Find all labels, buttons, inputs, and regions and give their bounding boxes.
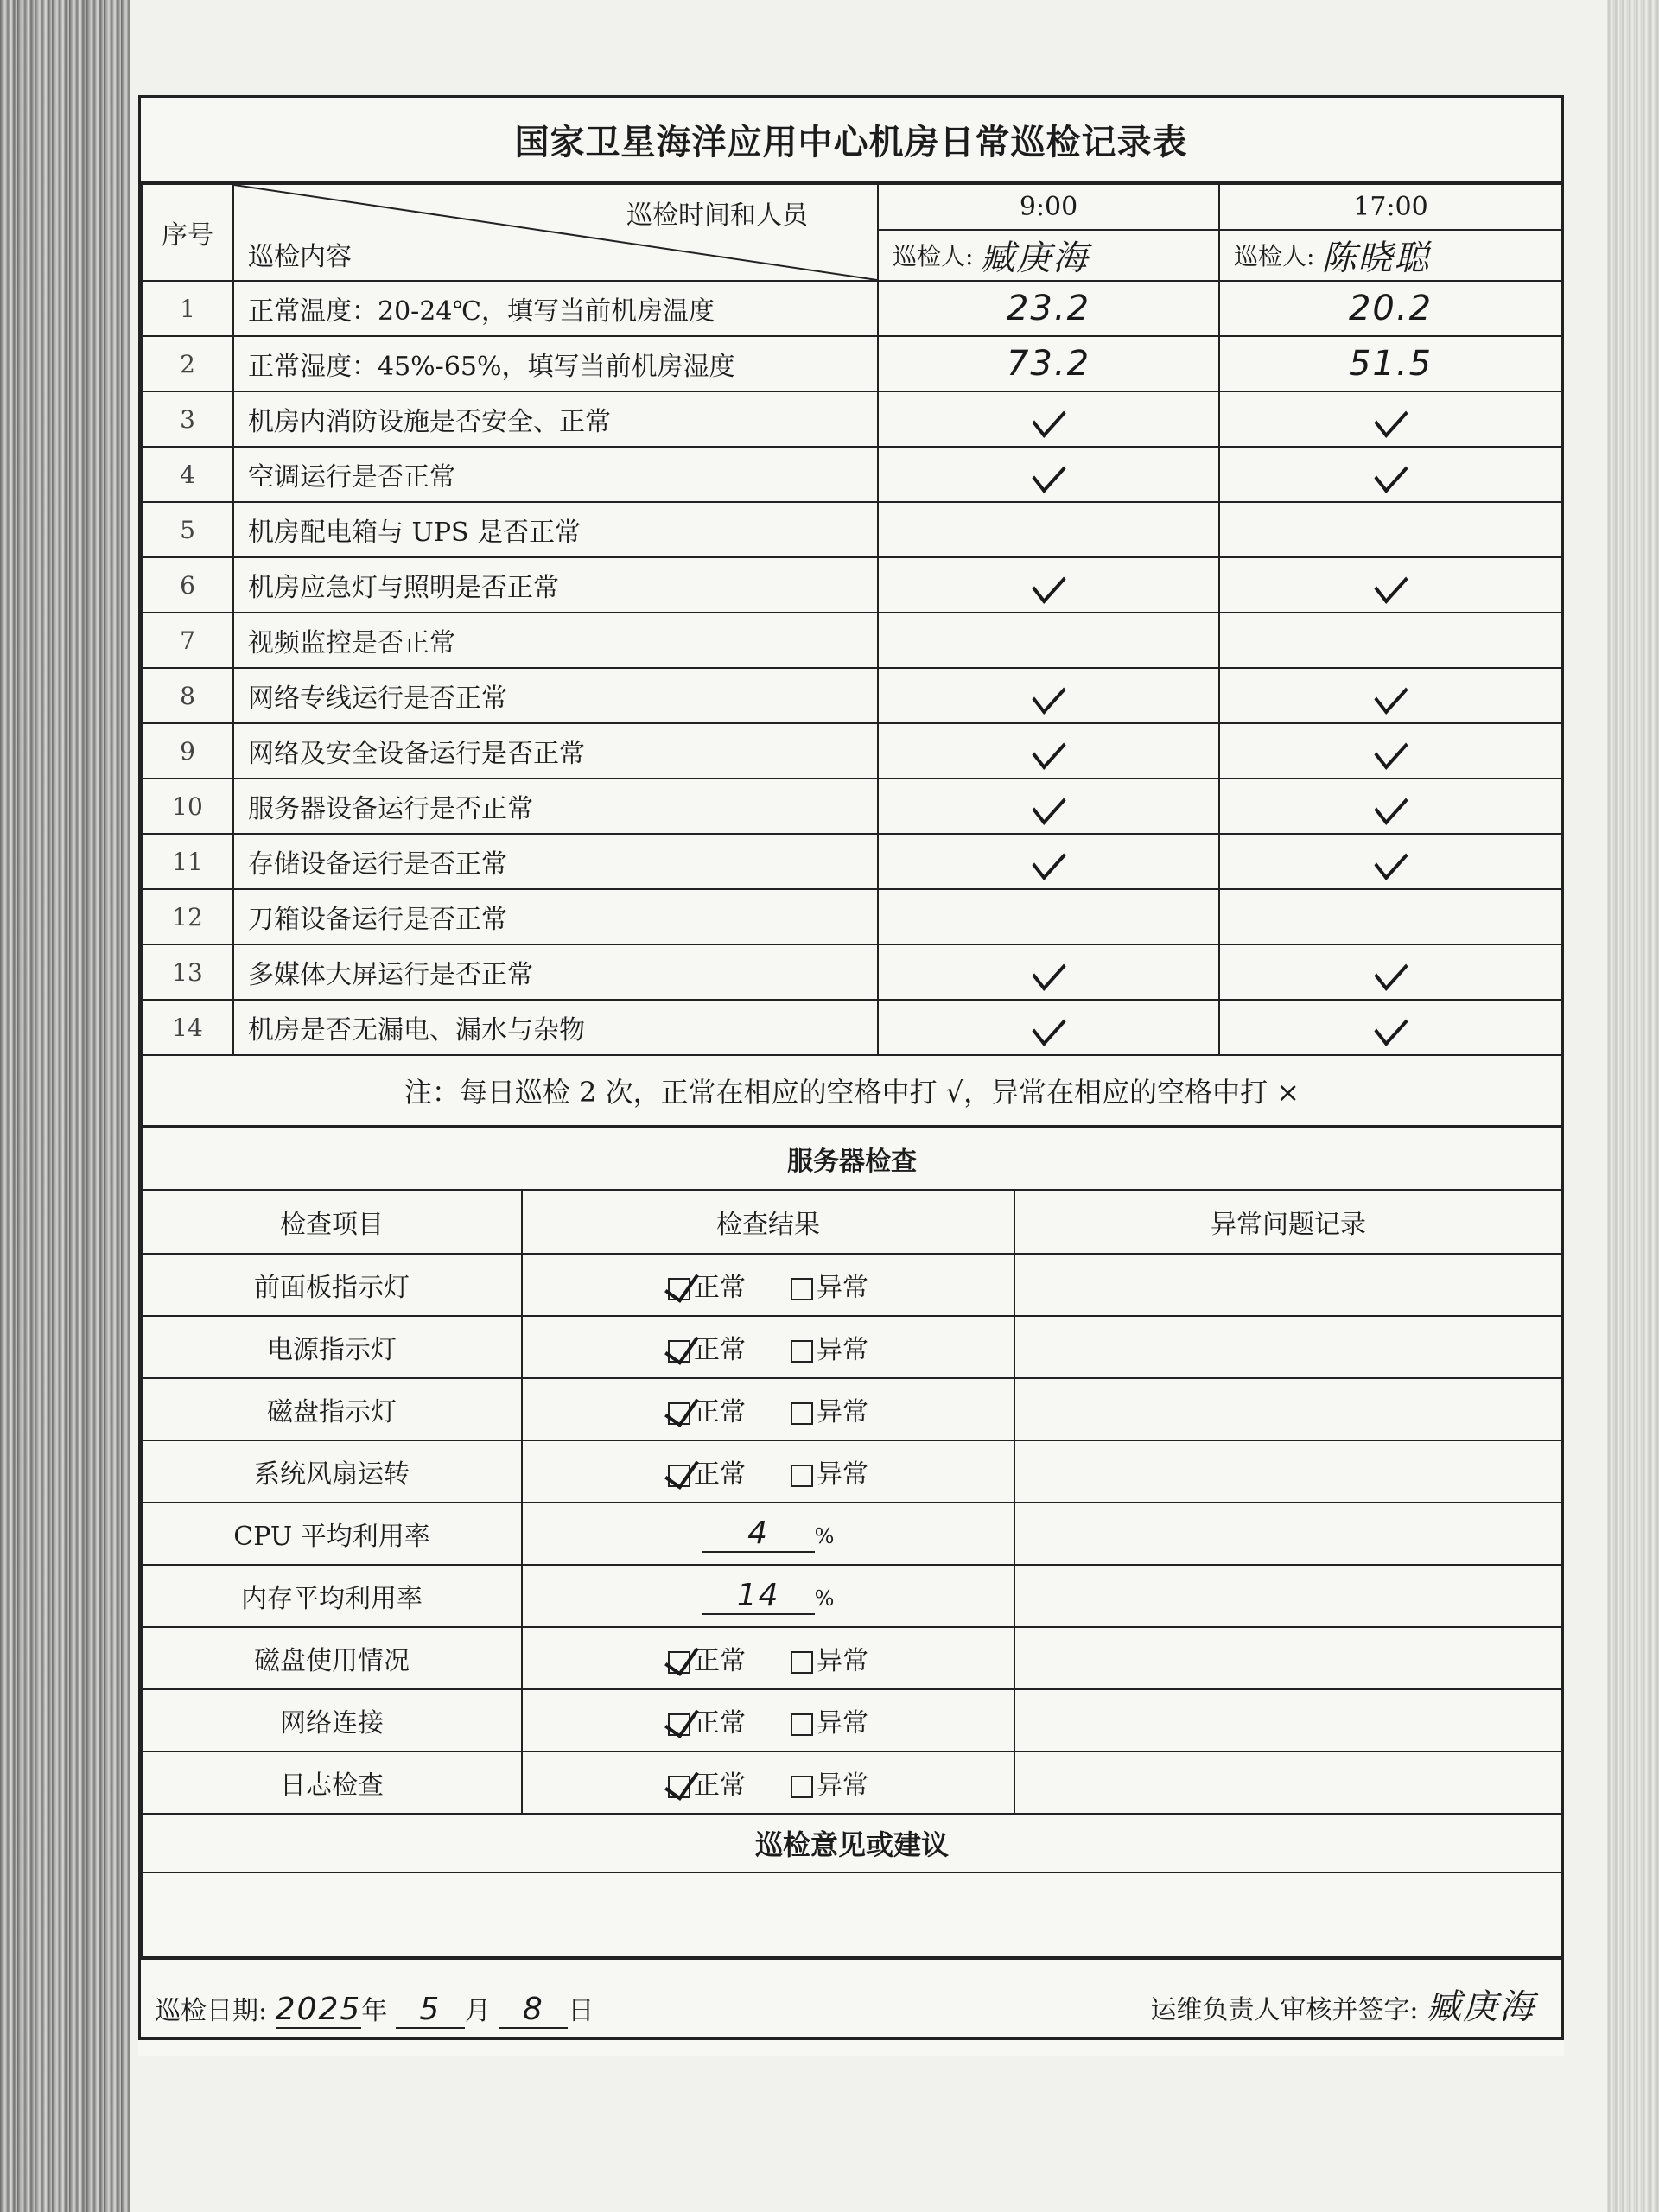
- evening-result[interactable]: [1219, 944, 1562, 1000]
- year-unit: 年: [361, 1996, 388, 2026]
- percent-unit: %: [814, 1523, 835, 1548]
- morning-result[interactable]: [878, 723, 1219, 779]
- server-section-title: 服务器检查: [142, 1128, 1562, 1190]
- evening-result[interactable]: [1219, 613, 1562, 668]
- server-row: [142, 1440, 1562, 1503]
- check-item: CPU 平均利用率: [142, 1503, 522, 1565]
- checklist-row: [142, 557, 1562, 613]
- normal-checkbox[interactable]: [668, 1639, 746, 1677]
- server-row: [142, 1378, 1562, 1440]
- percent-unit: %: [814, 1586, 835, 1611]
- check-item: 电源指示灯: [142, 1316, 522, 1378]
- checklist-row: [142, 944, 1562, 1000]
- row-number: 7: [142, 613, 233, 668]
- issue-record[interactable]: [1014, 1254, 1562, 1316]
- morning-result[interactable]: [878, 944, 1219, 1000]
- checkbox-icon: [791, 1776, 813, 1798]
- row-number: 1: [142, 281, 233, 336]
- usage-value[interactable]: 4: [702, 1516, 815, 1553]
- col-result: 检查结果: [522, 1190, 1014, 1254]
- inspection-form: [138, 95, 1564, 2040]
- row-number: 4: [142, 447, 233, 502]
- server-row: [142, 1316, 1562, 1378]
- server-body: [142, 1254, 1562, 1814]
- checkbox-icon: [668, 1402, 690, 1425]
- checkbox-icon: [791, 1278, 813, 1300]
- time-evening: 17:00: [1220, 186, 1561, 231]
- check-item: 日志检查: [142, 1751, 522, 1814]
- content-label: 巡检内容: [248, 242, 352, 272]
- col-issue: 异常问题记录: [1014, 1190, 1562, 1254]
- check-item: 系统风扇运转: [142, 1440, 522, 1503]
- row-content: 机房配电箱与 UPS 是否正常: [233, 502, 878, 557]
- check-item: 前面板指示灯: [142, 1254, 522, 1316]
- issue-record[interactable]: [1014, 1440, 1562, 1503]
- inspection-date: [155, 1989, 594, 2029]
- checkbox-icon: [791, 1465, 813, 1487]
- date-label: 巡检日期:: [155, 1996, 268, 2026]
- col-item: 检查项目: [142, 1190, 522, 1254]
- row-content: 空调运行是否正常: [233, 447, 878, 502]
- check-result: [522, 1440, 1014, 1503]
- check-mark-icon: [1032, 785, 1065, 825]
- morning-result[interactable]: [878, 447, 1219, 502]
- checklist-row: [142, 834, 1562, 889]
- check-result: [522, 1503, 1014, 1565]
- diagonal-header: [233, 184, 878, 281]
- handwritten-value: 73.2: [1006, 344, 1091, 384]
- checkbox-label: 异常: [817, 1459, 868, 1490]
- issue-record[interactable]: [1014, 1565, 1562, 1627]
- server-row: [142, 1751, 1562, 1814]
- check-item: 网络连接: [142, 1689, 522, 1751]
- row-content: 视频监控是否正常: [233, 613, 878, 668]
- inspector-morning-signature: 臧庚海: [980, 238, 1090, 278]
- checklist-row: [142, 281, 1562, 336]
- checklist-body: [142, 281, 1562, 1055]
- evening-result[interactable]: [1219, 723, 1562, 779]
- date-day: 8: [499, 1992, 568, 2029]
- row-content: 正常温度：20-24℃，填写当前机房温度: [233, 281, 878, 336]
- checkbox-icon: [668, 1776, 690, 1798]
- month-unit: 月: [464, 1996, 491, 2026]
- row-content: 正常湿度：45%-65%，填写当前机房湿度: [233, 336, 878, 391]
- date-month: 5: [396, 1992, 465, 2029]
- date-year: 2025: [275, 1992, 362, 2027]
- row-number: 5: [142, 502, 233, 557]
- evening-result[interactable]: [1219, 557, 1562, 613]
- checklist-row: [142, 502, 1562, 557]
- morning-result[interactable]: [878, 1000, 1219, 1055]
- check-mark-icon: [1032, 398, 1065, 438]
- inspector-label: 巡检人:: [1234, 242, 1315, 270]
- note-text: 注：每日巡检 2 次，正常在相应的空格中打 √，异常在相应的空格中打 ×: [142, 1055, 1562, 1126]
- checklist-row: [142, 1000, 1562, 1055]
- check-mark-icon: [1032, 951, 1065, 991]
- row-number: 10: [142, 779, 233, 834]
- check-item: 磁盘使用情况: [142, 1627, 522, 1689]
- check-mark-icon: [1032, 841, 1065, 880]
- inspector-morning-cell: [879, 231, 1218, 279]
- checkbox-label: 正常: [694, 1335, 746, 1365]
- inspector-evening-cell: [1220, 231, 1561, 279]
- row-content: 网络专线运行是否正常: [233, 668, 878, 723]
- row-number: 11: [142, 834, 233, 889]
- issue-record[interactable]: [1014, 1751, 1562, 1814]
- checklist-row: [142, 889, 1562, 944]
- check-result: [522, 1378, 1014, 1440]
- checkbox-icon: [791, 1340, 813, 1363]
- note-row: [142, 1055, 1562, 1126]
- abnormal-checkbox[interactable]: [791, 1452, 868, 1491]
- check-mark-icon: [1032, 730, 1065, 770]
- checkbox-icon: [791, 1402, 813, 1425]
- checkbox-label: 正常: [694, 1273, 746, 1303]
- checkbox-label: 异常: [817, 1708, 868, 1738]
- row-number: 9: [142, 723, 233, 779]
- checkbox-icon: [668, 1278, 690, 1300]
- evening-result[interactable]: [1219, 1000, 1562, 1055]
- check-mark-icon: [1374, 564, 1408, 604]
- check-mark-icon: [1032, 675, 1065, 715]
- evening-result[interactable]: [1219, 281, 1562, 336]
- issue-record[interactable]: [1014, 1503, 1562, 1565]
- check-result: [522, 1316, 1014, 1378]
- row-content: 机房内消防设施是否安全、正常: [233, 391, 878, 447]
- checkbox-label: 异常: [817, 1273, 868, 1303]
- check-result: [522, 1751, 1014, 1814]
- evening-header: [1219, 184, 1562, 281]
- morning-result[interactable]: [878, 281, 1219, 336]
- checkbox-label: 异常: [817, 1770, 868, 1801]
- seq-header: 序号: [142, 184, 233, 281]
- row-number: 13: [142, 944, 233, 1000]
- evening-result[interactable]: [1219, 447, 1562, 502]
- server-header-row: [142, 1190, 1562, 1254]
- form-footer: [141, 1958, 1561, 2037]
- check-mark-icon: [1374, 951, 1408, 991]
- handwritten-value: 51.5: [1348, 344, 1433, 384]
- checkbox-label: 正常: [694, 1646, 746, 1676]
- evening-result[interactable]: [1219, 336, 1562, 391]
- checkbox-icon: [668, 1465, 690, 1487]
- row-content: 存储设备运行是否正常: [233, 834, 878, 889]
- normal-checkbox[interactable]: [668, 1452, 746, 1491]
- evening-result[interactable]: [1219, 889, 1562, 944]
- morning-result[interactable]: [878, 391, 1219, 447]
- suggestion-field[interactable]: [142, 1872, 1562, 1957]
- checklist-table: [141, 183, 1563, 1127]
- morning-result[interactable]: [878, 557, 1219, 613]
- check-result: [522, 1627, 1014, 1689]
- morning-result[interactable]: [878, 336, 1219, 391]
- server-row: [142, 1689, 1562, 1751]
- issue-record[interactable]: [1014, 1689, 1562, 1751]
- normal-checkbox[interactable]: [668, 1390, 746, 1428]
- normal-checkbox[interactable]: [668, 1266, 746, 1304]
- checklist-row: [142, 447, 1562, 502]
- row-content: 多媒体大屏运行是否正常: [233, 944, 878, 1000]
- checkbox-icon: [791, 1651, 813, 1674]
- check-item: 内存平均利用率: [142, 1565, 522, 1627]
- morning-result[interactable]: [878, 502, 1219, 557]
- row-number: 3: [142, 391, 233, 447]
- checklist-row: [142, 723, 1562, 779]
- checkbox-label: 正常: [694, 1397, 746, 1427]
- suggestion-title-row: [142, 1814, 1562, 1872]
- time-person-label: 巡检时间和人员: [626, 200, 808, 231]
- usage-value[interactable]: 14: [702, 1578, 815, 1615]
- check-mark-icon: [1032, 1007, 1065, 1046]
- morning-header: [878, 184, 1219, 281]
- sign-label: 运维负责人审核并签字:: [1150, 1995, 1419, 2025]
- checkbox-icon: [668, 1340, 690, 1363]
- morning-result[interactable]: [878, 613, 1219, 668]
- check-result: [522, 1689, 1014, 1751]
- server-row: [142, 1503, 1562, 1565]
- scan-edge-right: [1607, 0, 1659, 2212]
- issue-record[interactable]: [1014, 1627, 1562, 1689]
- suggestion-title: 巡检意见或建议: [142, 1814, 1562, 1872]
- evening-result[interactable]: [1219, 391, 1562, 447]
- evening-result[interactable]: [1219, 502, 1562, 557]
- checkbox-icon: [668, 1713, 690, 1736]
- row-number: 6: [142, 557, 233, 613]
- server-check-table: [141, 1127, 1563, 1958]
- checkbox-icon: [668, 1651, 690, 1674]
- row-number: 2: [142, 336, 233, 391]
- evening-result[interactable]: [1219, 779, 1562, 834]
- row-content: 机房是否无漏电、漏水与杂物: [233, 1000, 878, 1055]
- row-content: 服务器设备运行是否正常: [233, 779, 878, 834]
- checklist-row: [142, 391, 1562, 447]
- server-section-row: [142, 1128, 1562, 1190]
- scan-edge-left: [0, 0, 130, 2212]
- checklist-header-row: [142, 184, 1562, 281]
- row-number: 14: [142, 1000, 233, 1055]
- form-title: 国家卫星海洋应用中心机房日常巡检记录表: [141, 98, 1561, 183]
- abnormal-checkbox[interactable]: [791, 1639, 868, 1677]
- checklist-row: [142, 668, 1562, 723]
- morning-result[interactable]: [878, 889, 1219, 944]
- normal-checkbox[interactable]: [668, 1764, 746, 1802]
- suggestion-body-row: [142, 1872, 1562, 1957]
- morning-result[interactable]: [878, 779, 1219, 834]
- normal-checkbox[interactable]: [668, 1701, 746, 1739]
- row-content: 刀箱设备运行是否正常: [233, 889, 878, 944]
- check-mark-icon: [1374, 841, 1408, 880]
- time-morning: 9:00: [879, 186, 1218, 231]
- morning-result[interactable]: [878, 834, 1219, 889]
- server-row: [142, 1254, 1562, 1316]
- checkbox-label: 异常: [817, 1397, 868, 1427]
- issue-record[interactable]: [1014, 1316, 1562, 1378]
- checkbox-label: 正常: [694, 1708, 746, 1738]
- abnormal-checkbox[interactable]: [791, 1701, 868, 1739]
- check-result: [522, 1565, 1014, 1627]
- handwritten-value: 23.2: [1006, 289, 1091, 328]
- check-mark-icon: [1032, 454, 1065, 493]
- check-mark-icon: [1032, 564, 1065, 604]
- morning-result[interactable]: [878, 668, 1219, 723]
- abnormal-checkbox[interactable]: [791, 1390, 868, 1428]
- server-row: [142, 1627, 1562, 1689]
- row-content: 网络及安全设备运行是否正常: [233, 723, 878, 779]
- row-content: 机房应急灯与照明是否正常: [233, 557, 878, 613]
- issue-record[interactable]: [1014, 1378, 1562, 1440]
- check-item: 磁盘指示灯: [142, 1378, 522, 1440]
- check-mark-icon: [1374, 785, 1408, 825]
- manager-signature: 臧庚海: [1427, 1987, 1535, 2027]
- abnormal-checkbox[interactable]: [791, 1266, 868, 1304]
- checkbox-label: 正常: [694, 1770, 746, 1801]
- check-mark-icon: [1374, 398, 1408, 438]
- abnormal-checkbox[interactable]: [791, 1764, 868, 1802]
- check-mark-icon: [1374, 1007, 1408, 1046]
- abnormal-checkbox[interactable]: [791, 1328, 868, 1366]
- row-number: 8: [142, 668, 233, 723]
- check-mark-icon: [1374, 454, 1408, 493]
- evening-result[interactable]: [1219, 668, 1562, 723]
- handwritten-value: 20.2: [1348, 289, 1433, 328]
- checkbox-icon: [791, 1713, 813, 1736]
- inspector-label: 巡检人:: [893, 242, 974, 270]
- approval-signature: [1150, 1980, 1535, 2029]
- checklist-row: [142, 613, 1562, 668]
- check-mark-icon: [1374, 730, 1408, 770]
- check-result: [522, 1254, 1014, 1316]
- normal-checkbox[interactable]: [668, 1328, 746, 1366]
- server-row: [142, 1565, 1562, 1627]
- evening-result[interactable]: [1219, 834, 1562, 889]
- row-number: 12: [142, 889, 233, 944]
- inspector-evening-signature: 陈晓聪: [1321, 238, 1431, 278]
- day-unit: 日: [568, 1996, 594, 2026]
- check-mark-icon: [1374, 675, 1408, 715]
- checkbox-label: 正常: [694, 1459, 746, 1490]
- checkbox-label: 异常: [817, 1646, 868, 1676]
- checklist-row: [142, 336, 1562, 391]
- checklist-row: [142, 779, 1562, 834]
- checkbox-label: 异常: [817, 1335, 868, 1365]
